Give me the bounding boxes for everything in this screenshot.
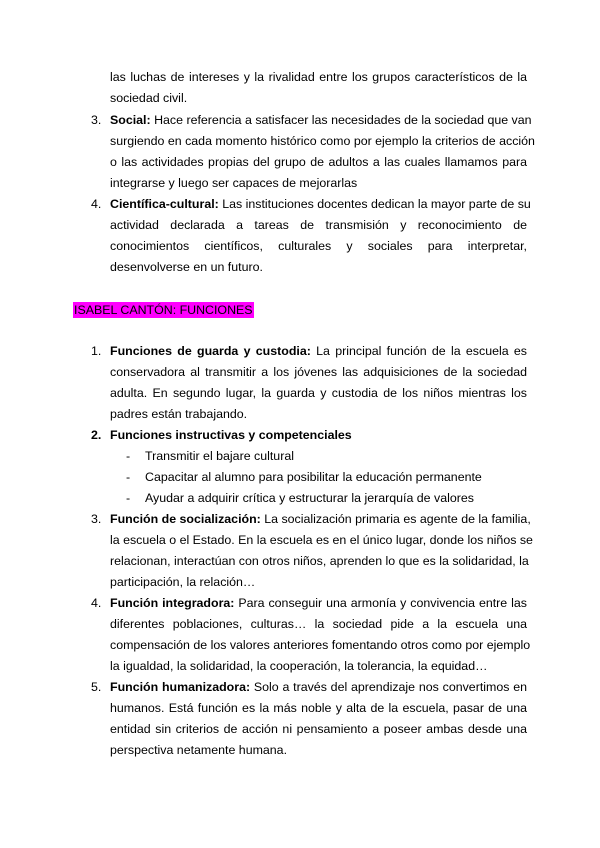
text-line: participación, la relación… <box>110 575 256 590</box>
text-line: compensación de los valores anteriores fomentando otros como por ejemplo <box>110 638 531 653</box>
text-line: integrarse y luego ser capaces de mejorarlas <box>110 176 358 191</box>
dash-bullet: - <box>126 449 131 463</box>
list-number: 5. <box>91 680 102 694</box>
item-title: Funciones de guarda y custodia: <box>110 344 311 358</box>
list-number: 3. <box>91 512 102 526</box>
text-line: humanos. Está función es la más noble y alta de la escuela, pasar de una <box>110 701 527 716</box>
item-title: Social: <box>110 113 151 127</box>
item-title: Función de socialización: <box>110 512 261 526</box>
sub-list-item: Capacitar al alumno para posibilitar la educación permanente <box>145 470 482 484</box>
list-number: 1. <box>91 344 102 358</box>
item-title: Funciones instructivas y competenciales <box>110 428 352 442</box>
text-line: adulta. En segundo lugar, la guarda y custodia de los niños mientras los <box>110 386 527 401</box>
list-number: 4. <box>91 596 102 610</box>
item-title: Científica-cultural: <box>110 197 219 211</box>
text-line: la igualdad, la solidaridad, la cooperación, la tolerancia, la equidad… <box>110 659 488 674</box>
item-text: Solo a través del aprendizaje nos convertimos en <box>250 680 527 694</box>
list-number: 2. <box>91 428 102 442</box>
item-title: Función humanizadora: <box>110 680 251 694</box>
list-item-socializacion <box>110 509 533 593</box>
text-line: las luchas de intereses y la rivalidad entre los grupos característicos de la <box>110 70 527 84</box>
list-item-integradora <box>110 593 531 677</box>
text-line: actividad declarada a tareas de transmisión y reconocimiento de <box>110 218 527 233</box>
text-line: desenvolverse en un futuro. <box>110 260 263 275</box>
sub-list-item: Transmitir el bajare cultural <box>145 449 294 463</box>
item-text: Para conseguir una armonía y convivencia entre las <box>234 596 527 610</box>
text-line: diferentes poblaciones, culturas… la sociedad pide a la escuela una <box>110 617 527 632</box>
item-text: La principal función de la escuela es <box>310 344 527 358</box>
list-item-humanizadora <box>110 677 527 761</box>
item-text: La socialización primaria es agente de la familia, <box>260 512 531 526</box>
item-text: Las instituciones docentes dedican la mayor parte de su <box>218 197 531 211</box>
section-heading: ISABEL CANTÓN: FUNCIONES <box>74 303 253 317</box>
continuation-paragraph <box>110 67 527 109</box>
dash-bullet: - <box>126 470 131 484</box>
list-number: 3. <box>91 113 102 127</box>
text-line: entidad sin criterios de acción ni pensamiento a poseer ambas desde una <box>110 722 527 737</box>
text-line: relacionan, interactúan con otros niños, aprenden lo que es la solidaridad, la <box>110 554 529 569</box>
item-text: Hace referencia a satisfacer las necesidades de la sociedad que van <box>150 113 532 127</box>
text-line: conservadora al transmitir a los jóvenes las adquisiciones de la sociedad <box>110 365 527 380</box>
sub-list-item: Ayudar a adquirir crítica y estructurar la jerarquía de valores <box>145 491 474 505</box>
text-line: sociedad civil. <box>110 91 188 106</box>
list-item-social <box>110 110 535 194</box>
list-item-instructivas <box>110 425 527 446</box>
text-line: la escuela o el Estado. En la escuela es en el único lugar, donde los niños se <box>110 533 533 548</box>
text-line: o las actividades propias del grupo de adultos a las cuales llamamos para <box>110 155 527 170</box>
list-item-cientifica-cultural <box>110 194 531 278</box>
dash-bullet: - <box>126 491 131 505</box>
text-line: perspectiva netamente humana. <box>110 743 288 758</box>
text-line: surgiendo en cada momento histórico como por ejemplo la criterios de acción <box>110 134 535 149</box>
item-title: Función integradora: <box>110 596 235 610</box>
text-line: conocimientos científicos, culturales y sociales para interpretar, <box>110 239 527 254</box>
list-item-guarda-custodia <box>110 341 527 425</box>
text-line: padres están trabajando. <box>110 407 248 422</box>
list-number: 4. <box>91 197 102 211</box>
